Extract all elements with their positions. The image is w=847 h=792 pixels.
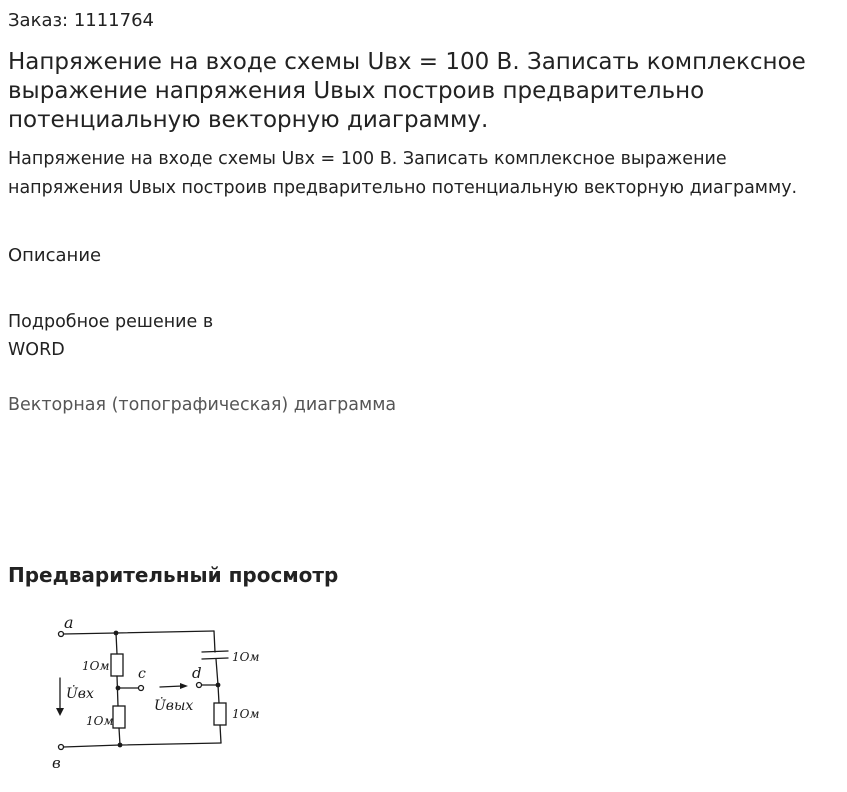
order-number: Заказ: 1111764 (8, 10, 154, 31)
wire-bottom-left (64, 745, 121, 747)
label-resistor-top-left: 1Ом (82, 659, 110, 673)
terminal-a (59, 632, 64, 637)
terminal-c (139, 686, 144, 691)
label-capacitor-right: 1Ом (232, 650, 260, 664)
page-title: Напряжение на входе схемы Uвх = 100 В. Записать комплексное выражение напряжения Uвых построив предварительно потенциальную векторную диаграмму. (8, 49, 806, 133)
wire-right-bottom (220, 725, 221, 743)
label-u-in: U̇вх (66, 686, 94, 702)
label-resistor-bottom-left: 1Ом (86, 714, 114, 728)
label-node-c: c (138, 666, 146, 682)
circuit-schematic (40, 608, 280, 784)
wire-bottom-right (120, 743, 221, 745)
resistor-bottom-left (113, 706, 125, 728)
wire-top-right (116, 631, 214, 633)
wire-left-lower (119, 728, 120, 745)
terminal-b (59, 745, 64, 750)
resistor-top-left (111, 654, 123, 676)
u-out-arrow-line (160, 686, 182, 687)
wire-left-upper (116, 633, 117, 654)
terminal-d (197, 683, 202, 688)
wire-right-lower (218, 685, 219, 703)
u-in-arrow-head (56, 708, 64, 716)
label-u-out: U̇вых (154, 698, 194, 714)
junction-c (116, 686, 121, 691)
wire-right-upper (214, 631, 215, 652)
u-out-arrow-head (180, 683, 188, 689)
junction-d (216, 683, 221, 688)
wire-top-left (64, 633, 117, 634)
wire-right-mid (216, 659, 218, 685)
junction-bottom-left (118, 743, 123, 748)
vector-diagram-link[interactable]: Векторная (топографическая) диаграмма (8, 395, 397, 415)
label-resistor-right: 1Ом (232, 707, 260, 721)
circuit-preview-image (40, 608, 280, 784)
description-heading: Описание (8, 245, 102, 266)
solution-note: Подробное решение в WORD (8, 312, 214, 360)
preview-heading: Предварительный просмотр (8, 563, 339, 587)
wire-left-mid (117, 676, 118, 706)
capacitor-plate-top (202, 651, 228, 652)
label-node-b: в (52, 754, 61, 772)
junction-top-left (114, 631, 119, 636)
label-node-d: d (192, 664, 202, 682)
capacitor-plate-bottom (202, 658, 228, 659)
task-description: Напряжение на входе схемы Uвх = 100 В. Записать комплексное выражение напряжения Uвых построив предварительно потенциальную векторную диаграмму. (8, 149, 798, 198)
resistor-right (214, 703, 226, 725)
label-node-a: a (64, 613, 74, 632)
